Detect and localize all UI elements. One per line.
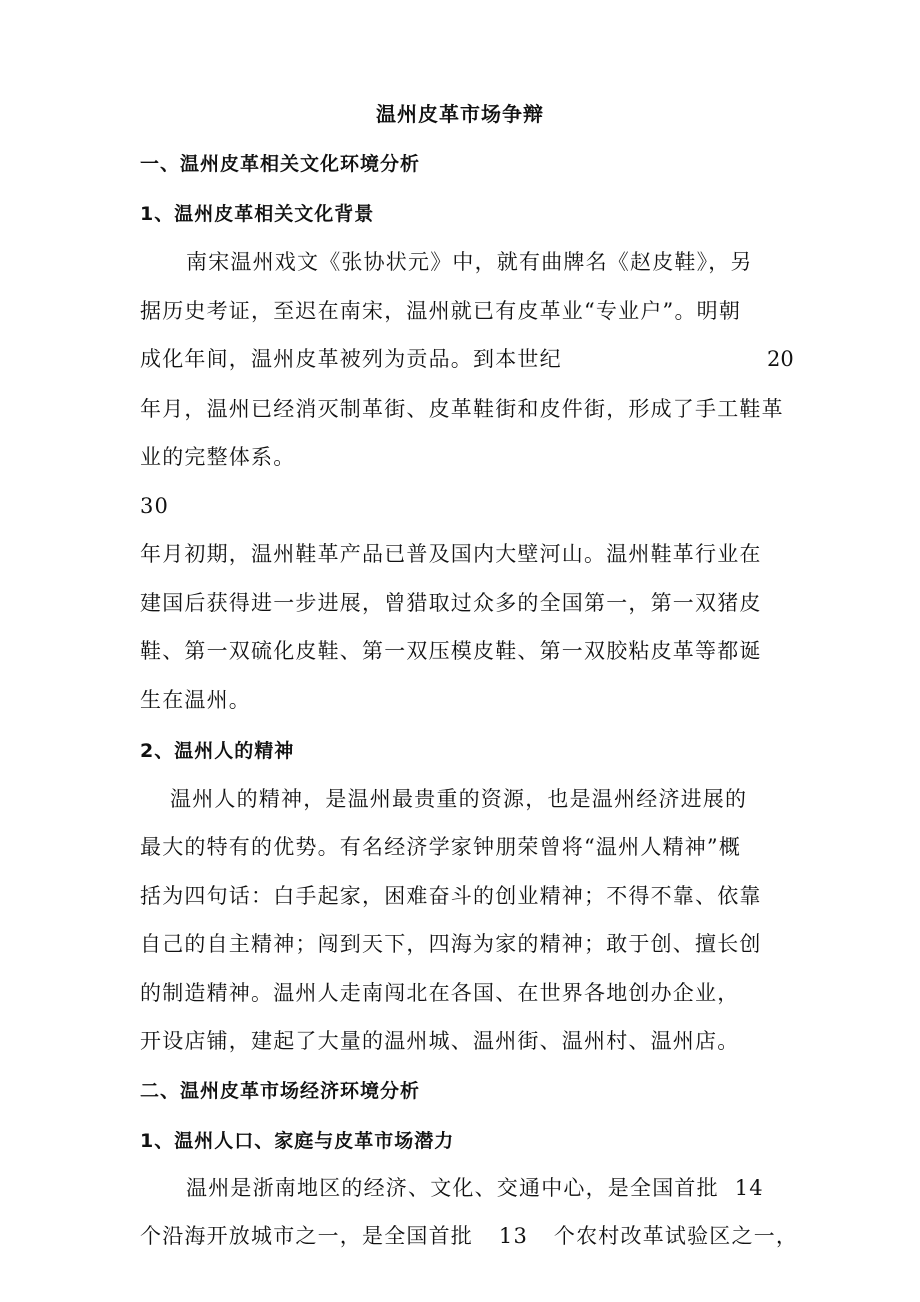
document-title: 温州皮革市场争辩 (376, 102, 544, 126)
paragraph-line: 开设店铺，建起了大量的温州城、温州街、温州村、温州店。 (140, 1029, 740, 1053)
paragraph-line (186, 1174, 790, 1202)
section-heading-2: 二、温州皮革市场经济环境分析 (140, 1080, 421, 1102)
paragraph-line: 鞋、第一双硫化皮鞋、第一双压模皮鞋、第一双胶粘皮革等都诞 (140, 639, 762, 663)
paragraph-line: 的制造精神。温州人走南闯北在各国、在世界各地创办企业， (140, 981, 740, 1005)
paragraph-text: 温州是浙南地区的经济、文化、交通中心，是全国首批 (186, 1176, 719, 1200)
paragraph-line: 括为四句话：白手起家，困难奋斗的创业精神；不得不靠、依靠 (140, 884, 762, 908)
paragraph-line: 年月，温州已经消灭制革街、皮革鞋街和皮件街，形成了手工鞋革 (140, 397, 784, 421)
subsection-heading-2-1: 1、温州人口、家庭与皮革市场潜力 (140, 1130, 455, 1152)
paragraph-text: 个农村改革试验区之一， (553, 1224, 799, 1248)
paragraph-line: 建国后获得进一步进展，曾猎取过众多的全国第一，第一双猪皮 (140, 591, 762, 615)
section-heading-1: 一、温州皮革相关文化环境分析 (140, 153, 421, 175)
paragraph-line: 据历史考证，至迟在南宋，温州就已有皮革业“专业户”。明朝 (140, 299, 742, 323)
paragraph-line: 南宋温州戏文《张协状元》中，就有曲牌名《赵皮鞋》，另 (186, 250, 753, 274)
paragraph-line: 年月初期，温州鞋革产品已普及国内大壁河山。温州鞋革行业在 (140, 542, 762, 566)
paragraph-text: 个沿海开放城市之一，是全国首批 (140, 1224, 473, 1248)
number-14: 14 (734, 1176, 764, 1200)
subsection-heading-1-1: 1、温州皮革相关文化背景 (140, 203, 375, 225)
number-20: 20 (767, 347, 794, 371)
paragraph-line: 成化年间，温州皮革被列为贡品。到本世纪 (140, 347, 562, 371)
paragraph-line: 自己的自主精神；闯到天下，四海为家的精神；敢于创、擅长创 (140, 932, 762, 956)
paragraph-line (140, 1222, 799, 1250)
paragraph-line: 生在温州。 (140, 688, 251, 712)
number-30: 30 (140, 494, 170, 518)
paragraph-line: 业的完整体系。 (140, 445, 296, 469)
paragraph-line: 温州人的精神，是温州最贵重的资源，也是温州经济进展的 (170, 787, 748, 811)
paragraph-line: 最大的特有的优势。有名经济学家钟朋荣曾将“温州人精神”概 (140, 835, 742, 859)
number-13: 13 (498, 1224, 529, 1248)
subsection-heading-1-2: 2、温州人的精神 (140, 740, 295, 762)
